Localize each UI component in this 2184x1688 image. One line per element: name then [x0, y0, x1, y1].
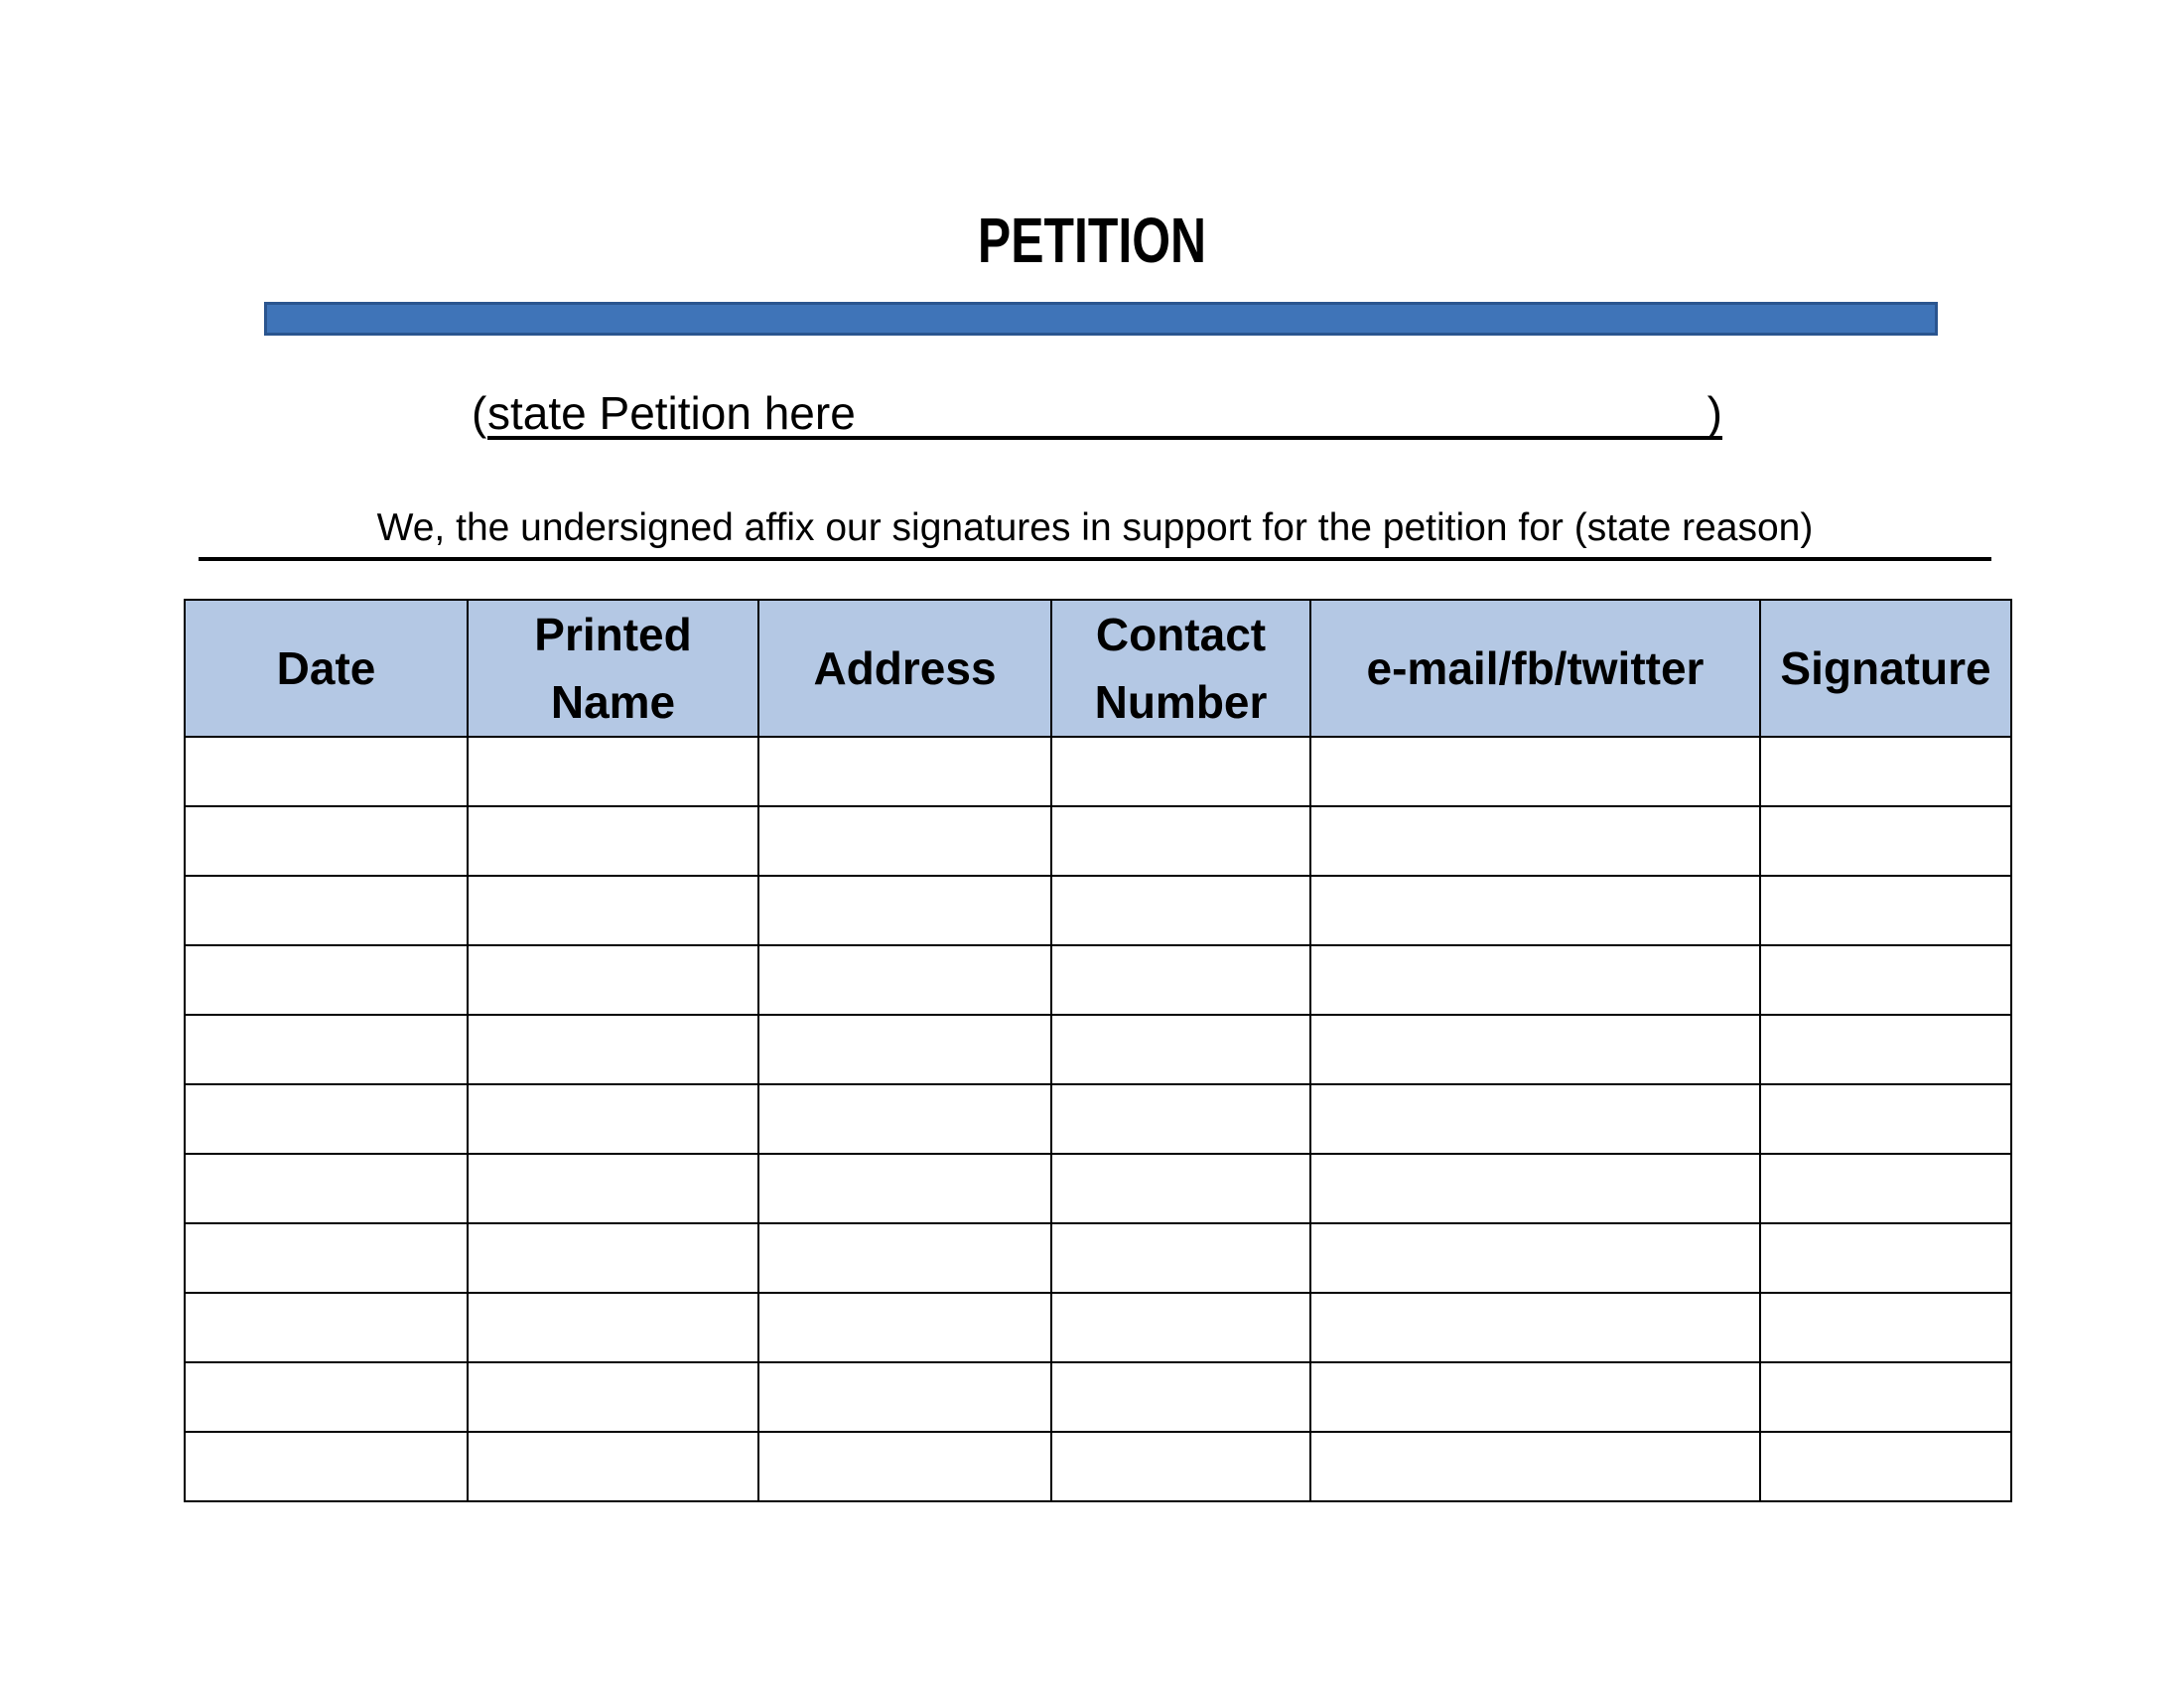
- table-body: [185, 737, 2011, 1501]
- cell-address[interactable]: [758, 1084, 1051, 1154]
- cell-contact-number[interactable]: [1051, 1223, 1310, 1293]
- cell-contact-number[interactable]: [1051, 876, 1310, 945]
- cell-contact-social[interactable]: [1310, 1015, 1760, 1084]
- table-row: [185, 1084, 2011, 1154]
- cell-address[interactable]: [758, 876, 1051, 945]
- column-header-printed-name: [468, 600, 758, 737]
- support-statement: We, the undersigned affix our signatures in support for the petition for (state reason): [376, 506, 1814, 549]
- column-header-date: Date: [185, 600, 468, 737]
- table-row: [185, 1293, 2011, 1362]
- column-header-address: Address: [758, 600, 1051, 737]
- contact-number-label: Contact Number: [1094, 609, 1268, 728]
- cell-contact-number[interactable]: [1051, 737, 1310, 806]
- cell-date[interactable]: [185, 1154, 468, 1223]
- cell-signature[interactable]: [1760, 1154, 2011, 1223]
- cell-address[interactable]: [758, 1223, 1051, 1293]
- cell-contact-social[interactable]: [1310, 1084, 1760, 1154]
- cell-contact-social[interactable]: [1310, 876, 1760, 945]
- cell-date[interactable]: [185, 1223, 468, 1293]
- cell-printed-name[interactable]: [468, 1293, 758, 1362]
- cell-contact-number[interactable]: [1051, 1015, 1310, 1084]
- cell-contact-social[interactable]: [1310, 1432, 1760, 1501]
- cell-contact-social[interactable]: [1310, 1293, 1760, 1362]
- cell-printed-name[interactable]: [468, 945, 758, 1015]
- statement-close-paren: ): [1706, 387, 1722, 439]
- cell-printed-name[interactable]: [468, 876, 758, 945]
- cell-contact-social[interactable]: [1310, 806, 1760, 876]
- cell-date[interactable]: [185, 945, 468, 1015]
- cell-printed-name[interactable]: [468, 1084, 758, 1154]
- cell-date[interactable]: [185, 1432, 468, 1501]
- cell-signature[interactable]: [1760, 945, 2011, 1015]
- cell-address[interactable]: [758, 945, 1051, 1015]
- cell-contact-social[interactable]: [1310, 945, 1760, 1015]
- cell-date[interactable]: [185, 1084, 468, 1154]
- cell-signature[interactable]: [1760, 1015, 2011, 1084]
- cell-date[interactable]: [185, 737, 468, 806]
- statement-text: state Petition here: [487, 387, 856, 439]
- cell-date[interactable]: [185, 876, 468, 945]
- column-header-signature: Signature: [1760, 600, 2011, 737]
- support-fill-in-line[interactable]: [199, 557, 1991, 561]
- table-row: [185, 876, 2011, 945]
- cell-contact-social[interactable]: [1310, 1362, 1760, 1432]
- table-row: [185, 1015, 2011, 1084]
- statement-fill-in-line[interactable]: [487, 436, 1722, 440]
- cell-date[interactable]: [185, 806, 468, 876]
- cell-printed-name[interactable]: [468, 1223, 758, 1293]
- cell-address[interactable]: [758, 737, 1051, 806]
- table-row: [185, 1154, 2011, 1223]
- cell-address[interactable]: [758, 1432, 1051, 1501]
- cell-printed-name[interactable]: [468, 737, 758, 806]
- column-header-contact-social: e-mail/fb/twitter: [1310, 600, 1760, 737]
- cell-date[interactable]: [185, 1362, 468, 1432]
- cell-signature[interactable]: [1760, 806, 2011, 876]
- table-row: [185, 806, 2011, 876]
- statement-open-paren: (: [472, 387, 487, 439]
- cell-date[interactable]: [185, 1015, 468, 1084]
- cell-contact-social[interactable]: [1310, 737, 1760, 806]
- table-row: [185, 1432, 2011, 1501]
- table-row: [185, 945, 2011, 1015]
- column-header-contact-number: [1051, 600, 1310, 737]
- cell-contact-number[interactable]: [1051, 1084, 1310, 1154]
- table-row: [185, 1362, 2011, 1432]
- cell-address[interactable]: [758, 1293, 1051, 1362]
- table-row: [185, 1223, 2011, 1293]
- cell-contact-number[interactable]: [1051, 1154, 1310, 1223]
- page-title: PETITION: [977, 205, 1207, 276]
- cell-signature[interactable]: [1760, 1432, 2011, 1501]
- table-header-row: [185, 600, 2011, 737]
- cell-signature[interactable]: [1760, 1293, 2011, 1362]
- cell-contact-number[interactable]: [1051, 1362, 1310, 1432]
- cell-contact-social[interactable]: [1310, 1154, 1760, 1223]
- signature-table: [184, 599, 2012, 1502]
- cell-printed-name[interactable]: [468, 1362, 758, 1432]
- cell-signature[interactable]: [1760, 1084, 2011, 1154]
- cell-contact-number[interactable]: [1051, 1293, 1310, 1362]
- cell-printed-name[interactable]: [468, 1015, 758, 1084]
- cell-date[interactable]: [185, 1293, 468, 1362]
- cell-contact-number[interactable]: [1051, 806, 1310, 876]
- printed-name-label: Printed Name: [534, 609, 692, 728]
- cell-address[interactable]: [758, 1015, 1051, 1084]
- petition-statement: [472, 383, 1722, 443]
- cell-contact-social[interactable]: [1310, 1223, 1760, 1293]
- cell-printed-name[interactable]: [468, 1154, 758, 1223]
- table-row: [185, 737, 2011, 806]
- cell-contact-number[interactable]: [1051, 1432, 1310, 1501]
- cell-contact-number[interactable]: [1051, 945, 1310, 1015]
- cell-signature[interactable]: [1760, 876, 2011, 945]
- cell-address[interactable]: [758, 1362, 1051, 1432]
- cell-address[interactable]: [758, 806, 1051, 876]
- cell-address[interactable]: [758, 1154, 1051, 1223]
- cell-signature[interactable]: [1760, 1223, 2011, 1293]
- title-divider-bar: [264, 302, 1938, 336]
- cell-signature[interactable]: [1760, 737, 2011, 806]
- cell-signature[interactable]: [1760, 1362, 2011, 1432]
- cell-printed-name[interactable]: [468, 806, 758, 876]
- cell-printed-name[interactable]: [468, 1432, 758, 1501]
